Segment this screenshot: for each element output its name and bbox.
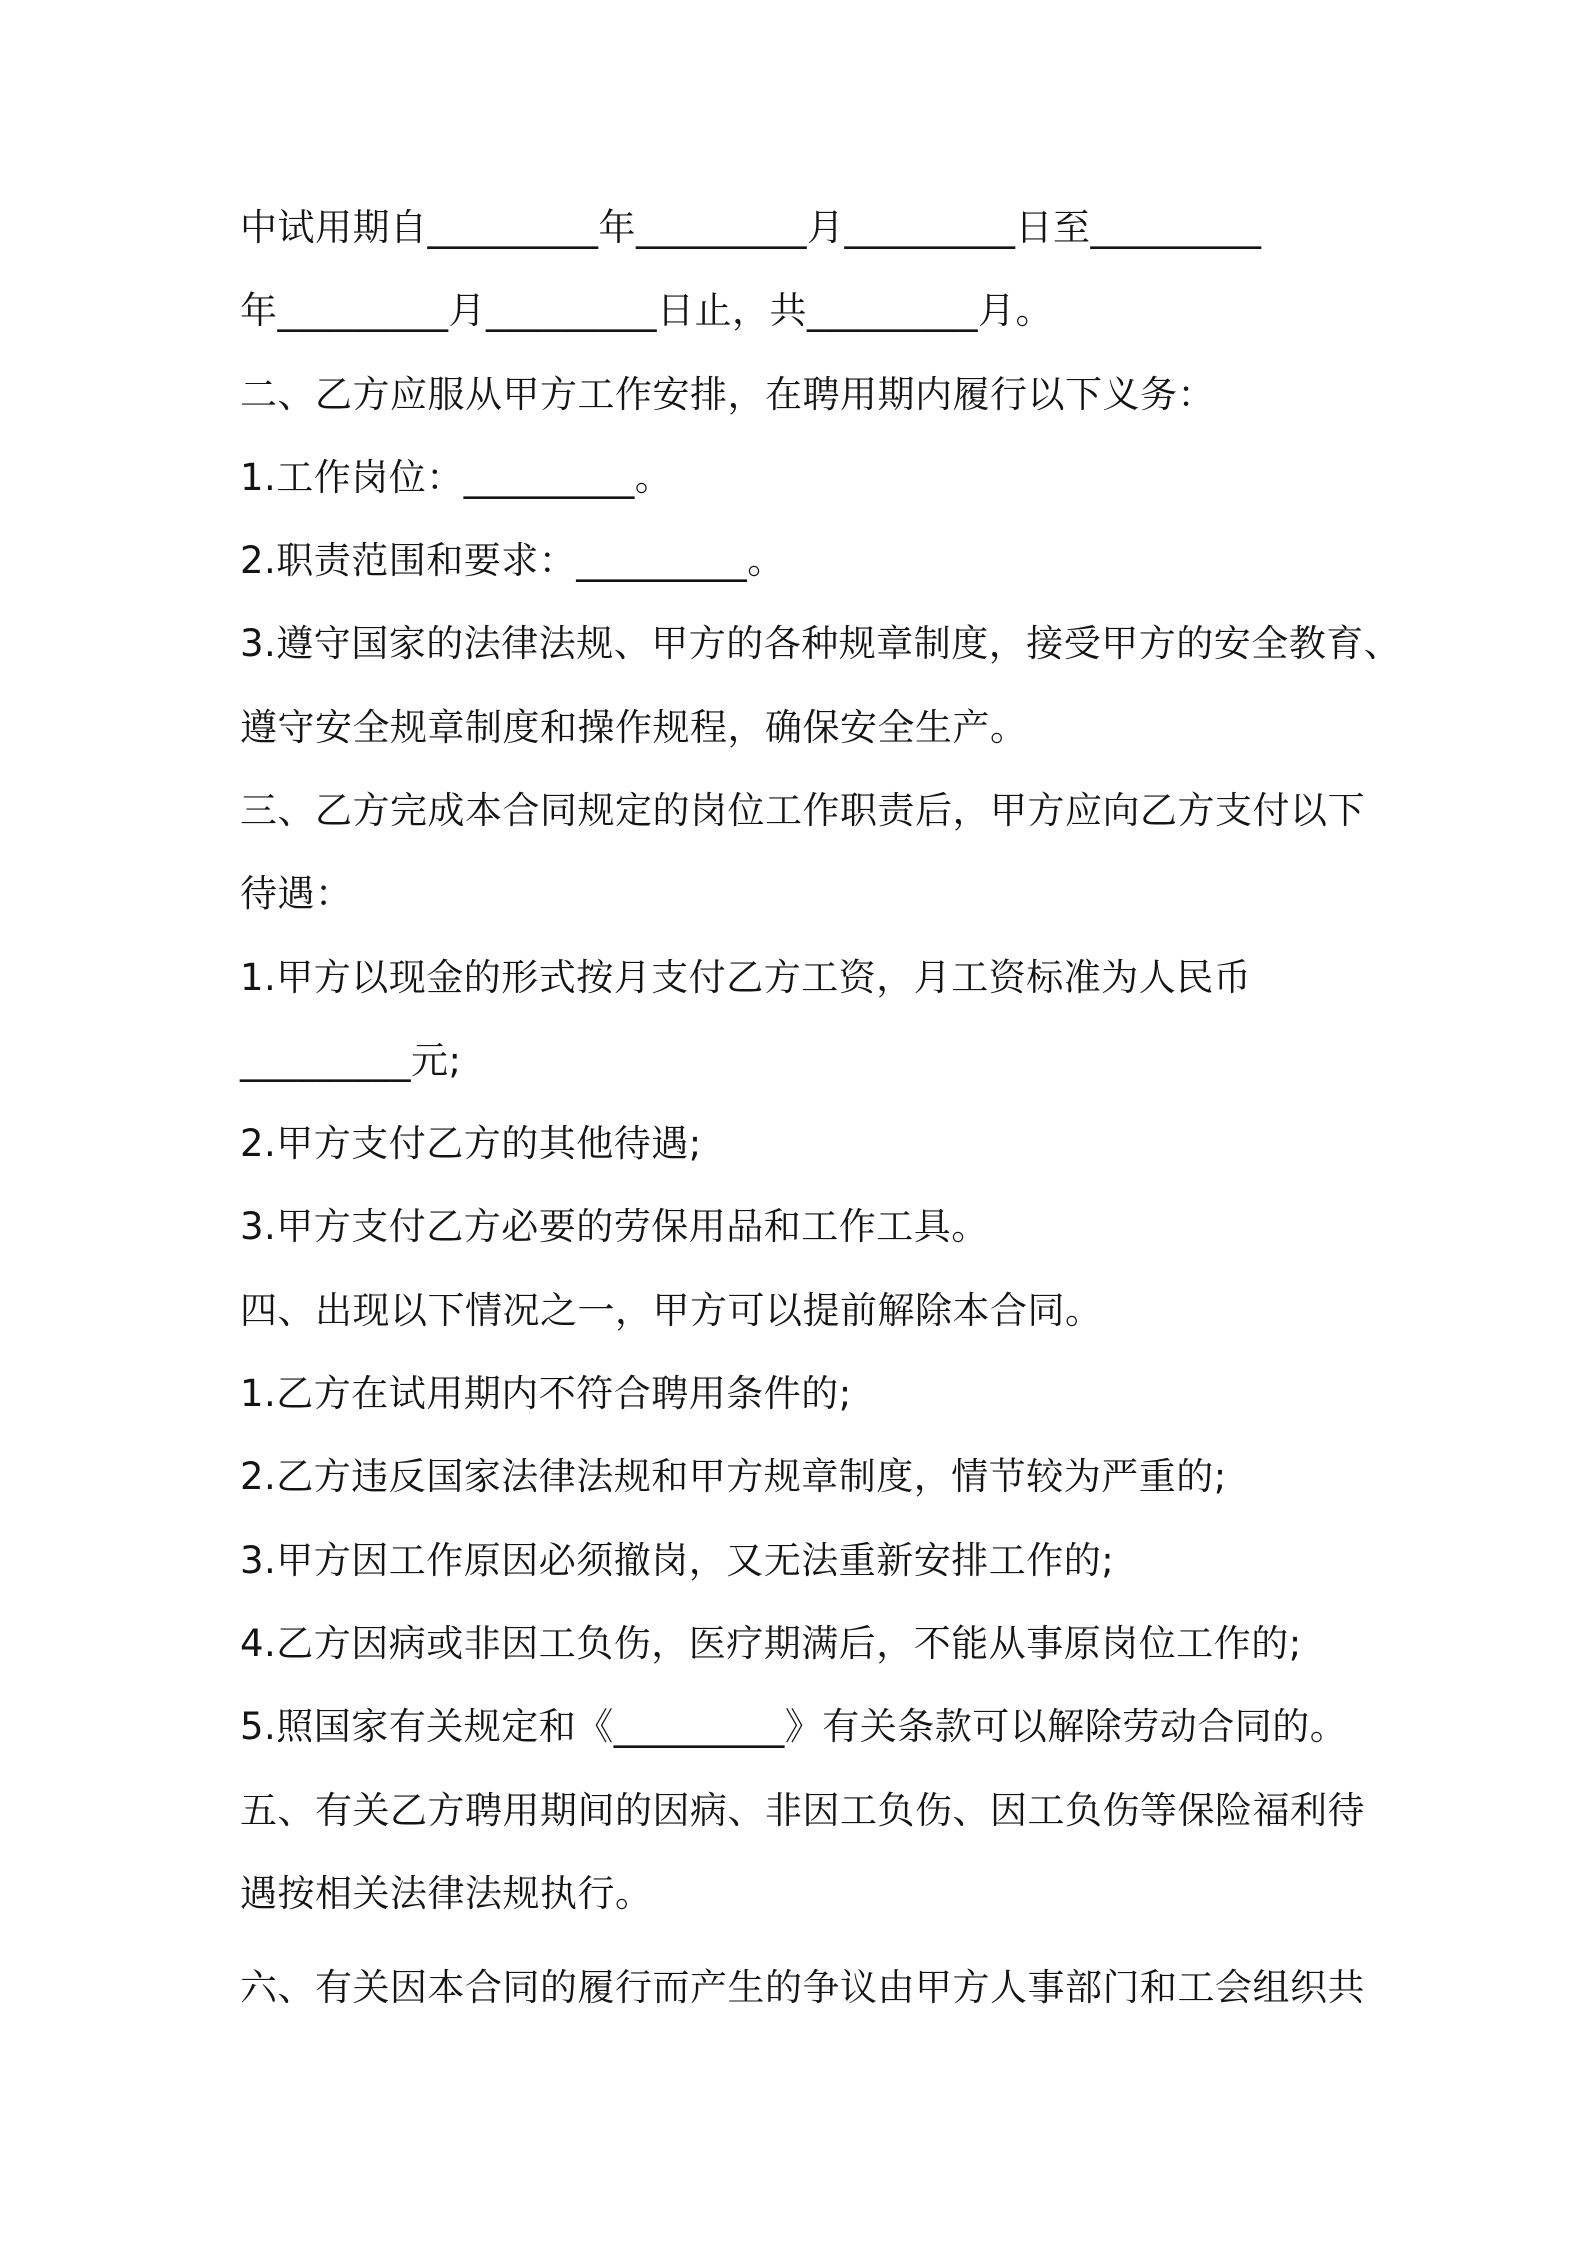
text-line: 遇按相关法律法规执行。 bbox=[240, 1872, 653, 1915]
text-line: 中试用期自_________年_________月_________日至_________ bbox=[240, 206, 1262, 249]
text-line: 2.职责范围和要求：_________。 bbox=[240, 539, 785, 582]
text-line: 1.乙方在试用期内不符合聘用条件的; bbox=[240, 1372, 852, 1415]
text-line: 五、有关乙方聘用期间的因病、非因工负伤、因工负伤等保险福利待 bbox=[240, 1789, 1365, 1832]
text-line: 5.照国家有关规定和《_________》有关条款可以解除劳动合同的。 bbox=[240, 1705, 1348, 1748]
text-line: 三、乙方完成本合同规定的岗位工作职责后，甲方应向乙方支付以下 bbox=[240, 789, 1365, 832]
text-line: 2.乙方违反国家法律法规和甲方规章制度，情节较为严重的; bbox=[240, 1455, 1227, 1498]
text-line: _________元; bbox=[240, 1039, 462, 1082]
text-line: 遵守安全规章制度和操作规程，确保安全生产。 bbox=[240, 706, 1028, 749]
text-line: 待遇： bbox=[240, 872, 353, 915]
text-line: 年_________月_________日止，共_________月。 bbox=[240, 289, 1053, 332]
text-line: 1.工作岗位：_________。 bbox=[240, 456, 673, 499]
text-line: 四、出现以下情况之一，甲方可以提前解除本合同。 bbox=[240, 1289, 1103, 1332]
text-line: 二、乙方应服从甲方工作安排，在聘用期内履行以下义务： bbox=[240, 373, 1215, 416]
text-line: 3.甲方支付乙方必要的劳保用品和工作工具。 bbox=[240, 1205, 989, 1248]
text-line: 3.遵守国家的法律法规、甲方的各种规章制度，接受甲方的安全教育、 bbox=[240, 622, 1402, 665]
text-line: 1.甲方以现金的形式按月支付乙方工资，月工资标准为人民币 bbox=[240, 956, 1252, 999]
text-line: 4.乙方因病或非因工负伤，医疗期满后，不能从事原岗位工作的; bbox=[240, 1622, 1302, 1665]
text-line: 六、有关因本合同的履行而产生的争议由甲方人事部门和工会组织共 bbox=[240, 1966, 1365, 2009]
text-line: 2.甲方支付乙方的其他待遇; bbox=[240, 1122, 702, 1165]
text-line: 3.甲方因工作原因必须撤岗，又无法重新安排工作的; bbox=[240, 1539, 1115, 1582]
